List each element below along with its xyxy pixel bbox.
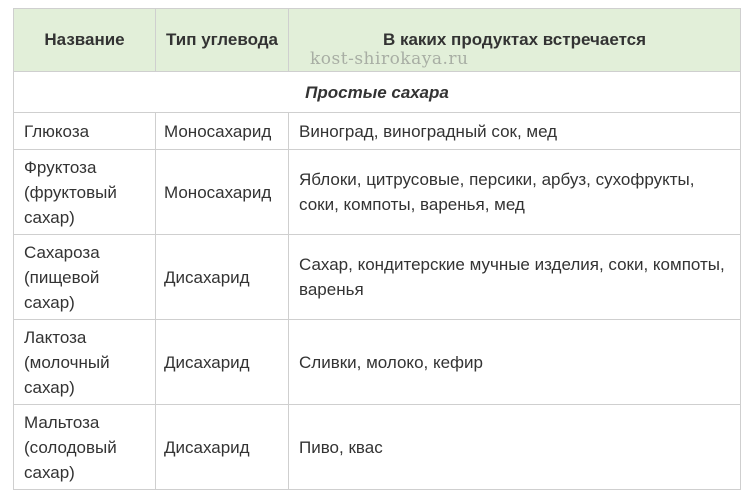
- cell-products: Сливки, молоко, кефир: [289, 320, 741, 405]
- cell-type: Дисахарид: [156, 320, 289, 405]
- cell-type: Дисахарид: [156, 405, 289, 490]
- cell-products: Яблоки, цитрусовые, персики, арбуз, сухофрукты, соки, компоты, варенья, мед: [289, 150, 741, 235]
- carbohydrates-table: [13, 8, 741, 490]
- section-row: [14, 72, 741, 113]
- header-row: [14, 9, 741, 72]
- cell-products: Виноград, виноградный сок, мед: [289, 113, 741, 150]
- header-products: В каких продуктах встречается: [289, 9, 741, 72]
- cell-products: Сахар, кондитерские мучные изделия, соки, компоты, варенья: [289, 235, 741, 320]
- cell-name: Лактоза (молочный сахар): [14, 320, 156, 405]
- cell-type: Моносахарид: [156, 113, 289, 150]
- cell-name: Фруктоза (фруктовый сахар): [14, 150, 156, 235]
- table-row: [14, 150, 741, 235]
- cell-type: Моносахарид: [156, 150, 289, 235]
- cell-products: Пиво, квас: [289, 405, 741, 490]
- table-row: [14, 113, 741, 150]
- watermark-text: kost-shirokaya.ru: [310, 49, 469, 69]
- section-title: Простые сахара: [14, 72, 741, 113]
- table-row: [14, 235, 741, 320]
- table-row: [14, 405, 741, 490]
- cell-name: Сахароза (пищевой сахар): [14, 235, 156, 320]
- header-type: Тип углевода: [156, 9, 289, 72]
- cell-name: Глюкоза: [14, 113, 156, 150]
- table-row: [14, 320, 741, 405]
- header-name: Название: [14, 9, 156, 72]
- cell-name: Мальтоза (солодовый сахар): [14, 405, 156, 490]
- cell-type: Дисахарид: [156, 235, 289, 320]
